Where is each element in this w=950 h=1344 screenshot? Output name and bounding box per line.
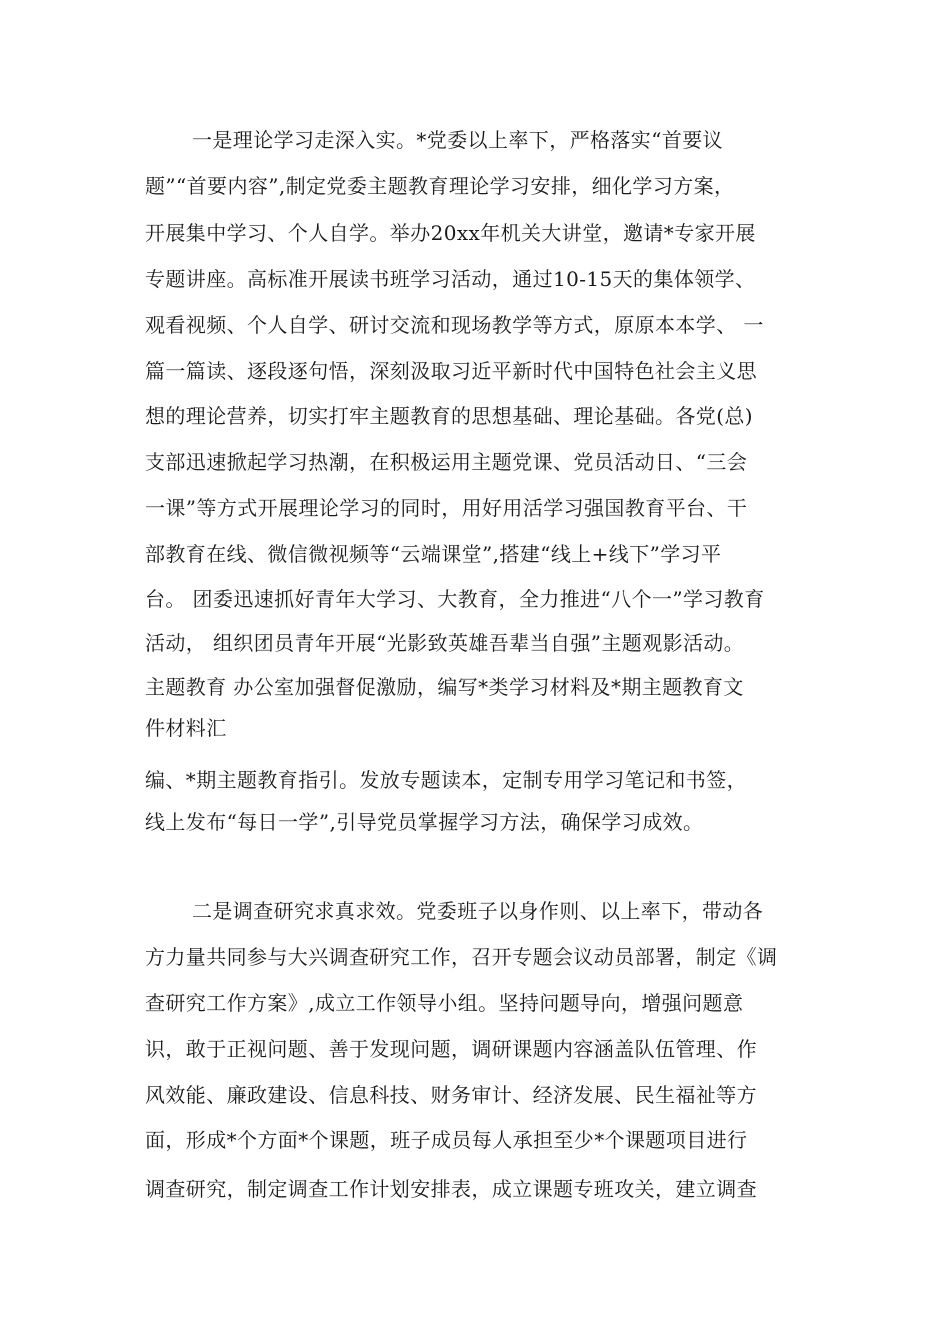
text-line: 方力量共同参与大兴调查研究工作，召开专题会议动员部署，制定《调 — [145, 945, 778, 969]
text-line: 支部迅速掀起学习热潮，在积极运用主题党课、党员活动日、“三会 — [145, 450, 748, 474]
text-line: 编、*期主题教育指引。发放专题读本，定制专用学习笔记和书签， — [145, 768, 747, 792]
text-line: 台。 团委迅速抓好青年大学习、大教育，全力推进“八个一”学习教育 — [145, 587, 765, 611]
text-line: 查研究工作方案》,成立工作领导小组。坚持问题导向，增强问题意 — [145, 991, 744, 1015]
text-line: 开展集中学习、个人自学。举办20xx年机关大讲堂，邀请*专家开展 — [145, 221, 756, 245]
text-line: 面，形成*个方面*个课题，班子成员每人承担至少*个课题项目进行 — [145, 1128, 748, 1152]
text-line: 风效能、廉政建设、信息科技、财务审计、经济发展、民生福祉等方 — [145, 1083, 757, 1107]
text-line: 线上发布“每日一学”,引导党员掌握学习方法，确保学习成效。 — [145, 810, 704, 834]
text-line: 观看视频、个人自学、研讨交流和现场教学等方式，原原本本学、 一 — [145, 313, 764, 337]
text-line: 活动， 组织团员青年开展“光影致英雄吾辈当自强”主题观影活动。 — [145, 631, 745, 655]
text-line: 二是调查研究求真求效。党委班子以身作则、以上率下，带动各 — [192, 899, 764, 923]
text-line: 一课”等方式开展理论学习的同时，用好用活学习强国教育平台、干 — [145, 496, 748, 520]
text-line: 部教育在线、微信微视频等“云端课堂”,搭建“线上+线下”学习平 — [145, 542, 722, 566]
text-line: 识，敢于正视问题、善于发现问题，调研课题内容涵盖队伍管理、作 — [145, 1037, 757, 1061]
text-line: 题”“首要内容”,制定党委主题教育理论学习安排，细化学习方案， — [145, 174, 735, 198]
text-line: 专题讲座。高标准开展读书班学习活动，通过10-15天的集体领学、 — [145, 267, 756, 291]
text-line: 篇一篇读、逐段逐句悟，深刻汲取习近平新时代中国特色社会主义思 — [145, 359, 757, 383]
text-line: 件材料汇 — [145, 716, 227, 740]
text-line: 一是理论学习走深入实。*党委以上率下，严格落实“首要议 — [192, 128, 724, 152]
text-line: 调查研究，制定调查工作计划安排表，成立课题专班攻关，建立调查 — [145, 1177, 757, 1201]
text-line: 想的理论营养，切实打牢主题教育的思想基础、理论基础。各党(总) — [145, 404, 754, 428]
text-line: 主题教育 办公室加强督促激励，编写*类学习材料及*期主题教育文 — [145, 675, 744, 699]
